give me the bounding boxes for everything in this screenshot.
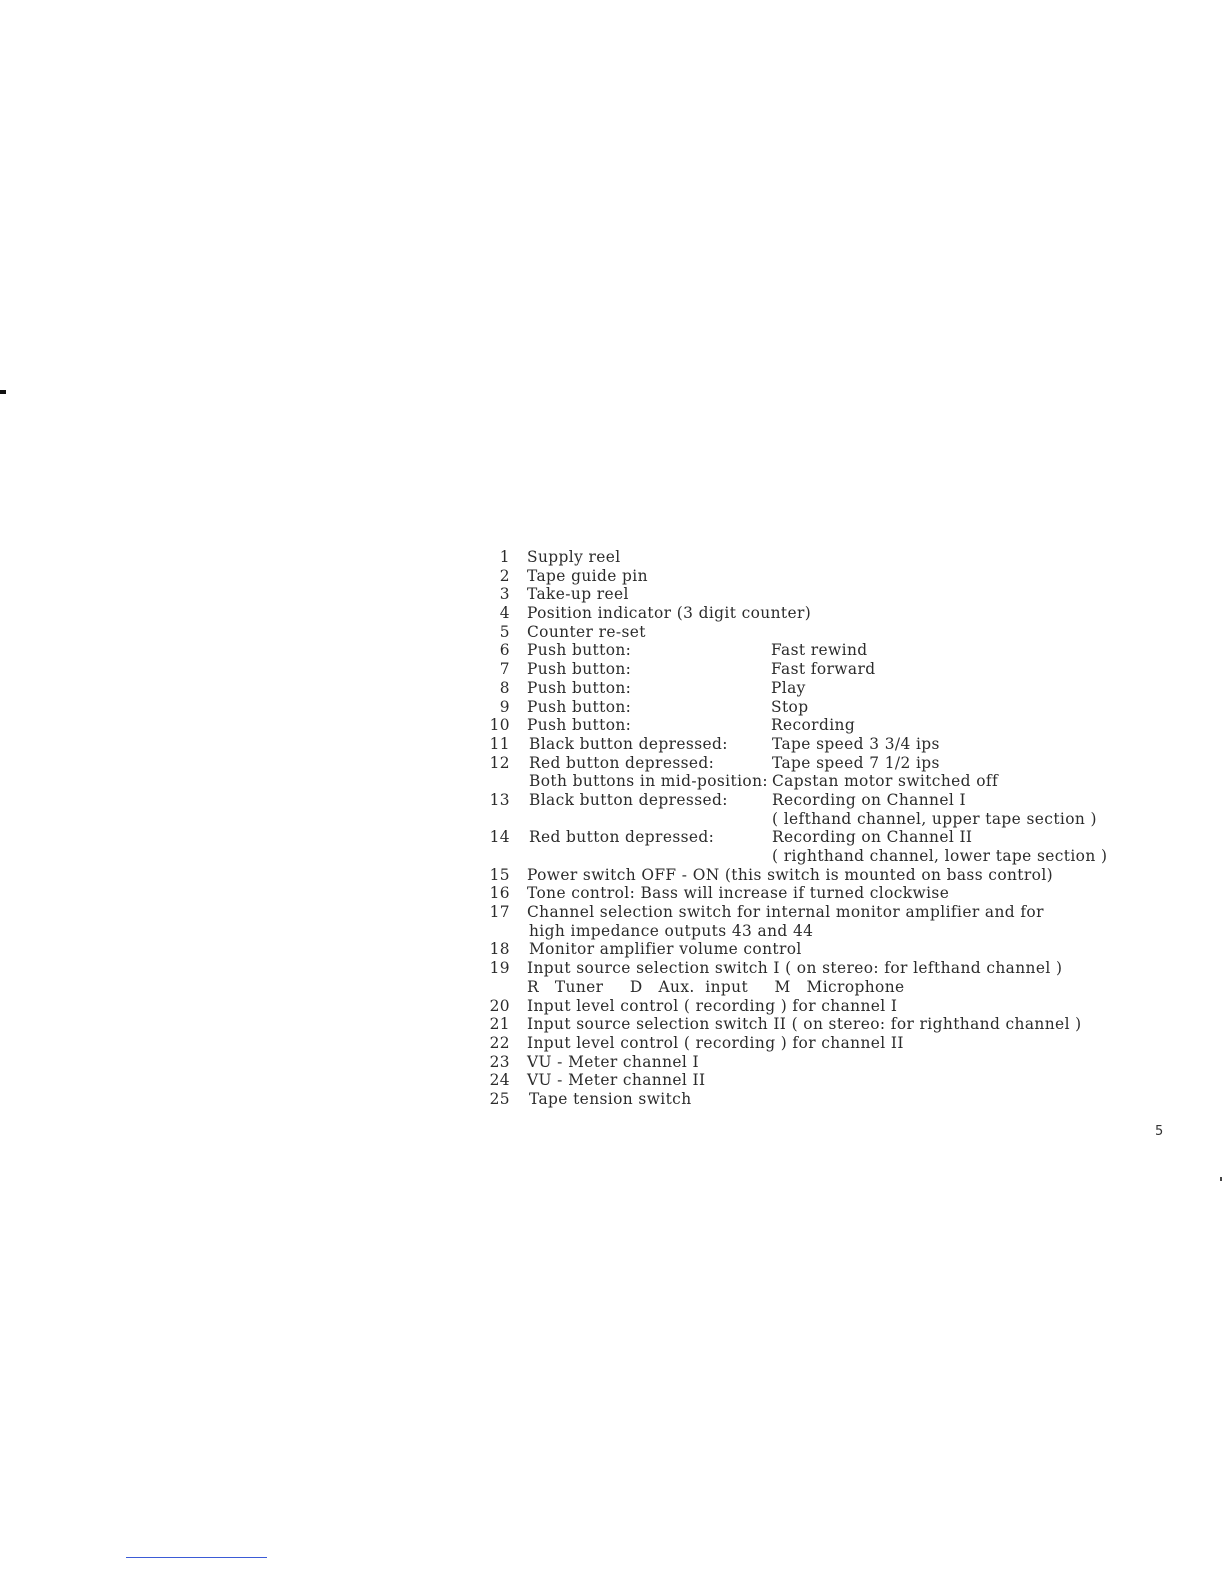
legend-number: 19 [489, 959, 510, 978]
legend-value: Tape speed 7 1/2 ips [772, 753, 940, 772]
legend-label: Counter re-set [527, 622, 646, 641]
legend-row-15 [480, 866, 1120, 885]
legend-row-25 [480, 1090, 1120, 1109]
legend-number: 3 [499, 585, 510, 604]
legend-label: Supply reel [527, 548, 621, 566]
legend-label: Push button: [527, 678, 632, 697]
legend-number: 7 [499, 660, 510, 679]
legend-label: Black button depressed: [529, 790, 728, 809]
legend-row-6 [480, 641, 1120, 660]
legend-row-12-continued [480, 772, 1120, 791]
legend-label: Take-up reel [527, 585, 629, 604]
legend-value: Fast forward [771, 660, 876, 679]
parts-legend [480, 548, 1120, 1109]
legend-number: 25 [489, 1089, 510, 1108]
legend-label: VU - Meter channel II [527, 1071, 706, 1090]
legend-number: 1 [499, 548, 510, 566]
legend-number: 12 [489, 753, 510, 772]
legend-row-19 [480, 959, 1120, 978]
legend-label: Input source selection switch II ( on stereo: for righthand channel ) [527, 1015, 1082, 1034]
legend-label: VU - Meter channel I [527, 1052, 700, 1071]
legend-label: Push button: [527, 641, 632, 660]
legend-label: Power switch OFF - ON (this switch is mounted on bass control) [527, 865, 1054, 884]
legend-number: 21 [489, 1015, 510, 1034]
legend-number: 23 [489, 1052, 510, 1071]
legend-row-24 [480, 1071, 1120, 1090]
legend-row-14 [480, 828, 1120, 847]
legend-label: Tape guide pin [527, 566, 648, 585]
legend-row-7 [480, 660, 1120, 679]
legend-value: Stop [771, 697, 809, 716]
legend-value: ( righthand channel, lower tape section ) [772, 847, 1108, 865]
legend-number: 16 [489, 884, 510, 903]
legend-label: Red button depressed: [529, 753, 715, 772]
legend-row-21 [480, 1015, 1120, 1034]
legend-number: 24 [489, 1071, 510, 1090]
legend-number: 22 [489, 1033, 510, 1052]
legend-row-11 [480, 735, 1120, 754]
legend-label: Tone control: Bass will increase if turned clockwise [527, 884, 950, 903]
legend-value: Play [771, 678, 806, 697]
legend-row-19-continued [480, 978, 1120, 997]
footer-link-line [126, 1557, 267, 1558]
page-number: 5 [1155, 1124, 1164, 1139]
legend-label: Input source selection switch I ( on stereo: for lefthand channel ) [527, 959, 1063, 978]
legend-row-22 [480, 1034, 1120, 1053]
legend-row-8 [480, 679, 1120, 698]
legend-label: R Tuner D Aux. input M Microphone [527, 977, 905, 996]
legend-row-9 [480, 698, 1120, 717]
legend-row-23 [480, 1053, 1120, 1072]
legend-value: Recording [771, 716, 856, 735]
legend-label: Both buttons in mid-position: [529, 772, 768, 791]
legend-number: 10 [489, 716, 510, 735]
legend-value: ( lefthand channel, upper tape section ) [772, 809, 1097, 828]
legend-row-13-continued [480, 810, 1120, 829]
legend-row-10 [480, 716, 1120, 735]
legend-value: Recording on Channel II [772, 828, 973, 847]
legend-row-3 [480, 585, 1120, 604]
legend-label: Push button: [527, 716, 632, 735]
legend-label: Input level control ( recording ) for channel II [527, 1033, 904, 1052]
legend-row-17-continued [480, 922, 1120, 941]
legend-row-17 [480, 903, 1120, 922]
legend-label: Input level control ( recording ) for channel I [527, 996, 898, 1015]
legend-number: 6 [499, 641, 510, 660]
legend-row-12 [480, 754, 1120, 773]
legend-value: Tape speed 3 3/4 ips [772, 734, 940, 753]
legend-number: 17 [489, 903, 510, 922]
legend-number: 9 [499, 697, 510, 716]
legend-row-2 [480, 567, 1120, 586]
legend-number: 2 [499, 566, 510, 585]
legend-row-18 [480, 940, 1120, 959]
legend-value: Fast rewind [771, 641, 868, 660]
legend-row-20 [480, 997, 1120, 1016]
legend-label: Tape tension switch [529, 1089, 692, 1108]
legend-row-5 [480, 623, 1120, 642]
legend-row-13 [480, 791, 1120, 810]
legend-row-1 [480, 548, 1120, 567]
legend-label: Push button: [527, 660, 632, 679]
legend-number: 13 [489, 790, 510, 809]
legend-label: Push button: [527, 697, 632, 716]
legend-number: 8 [499, 678, 510, 697]
legend-value: Capstan motor switched off [772, 772, 999, 791]
legend-label: Channel selection switch for internal monitor amplifier and for [527, 903, 1044, 922]
legend-number: 5 [499, 622, 510, 641]
scan-edge-mark [0, 390, 6, 394]
legend-label: Black button depressed: [529, 734, 728, 753]
legend-label: Monitor amplifier volume control [529, 940, 802, 959]
legend-number: 4 [499, 604, 510, 623]
legend-value: Recording on Channel I [772, 790, 966, 809]
legend-number: 14 [489, 828, 510, 847]
legend-row-4 [480, 604, 1120, 623]
legend-number: 11 [489, 734, 510, 753]
legend-number: 20 [489, 996, 510, 1015]
scan-edge-mark-right [1220, 1177, 1222, 1181]
legend-number: 15 [489, 865, 510, 884]
legend-label: high impedance outputs 43 and 44 [529, 921, 814, 940]
legend-label: Red button depressed: [529, 828, 715, 847]
legend-number: 18 [489, 940, 510, 959]
legend-row-16 [480, 884, 1120, 903]
legend-row-14-continued [480, 847, 1120, 866]
legend-label: Position indicator (3 digit counter) [527, 604, 812, 623]
